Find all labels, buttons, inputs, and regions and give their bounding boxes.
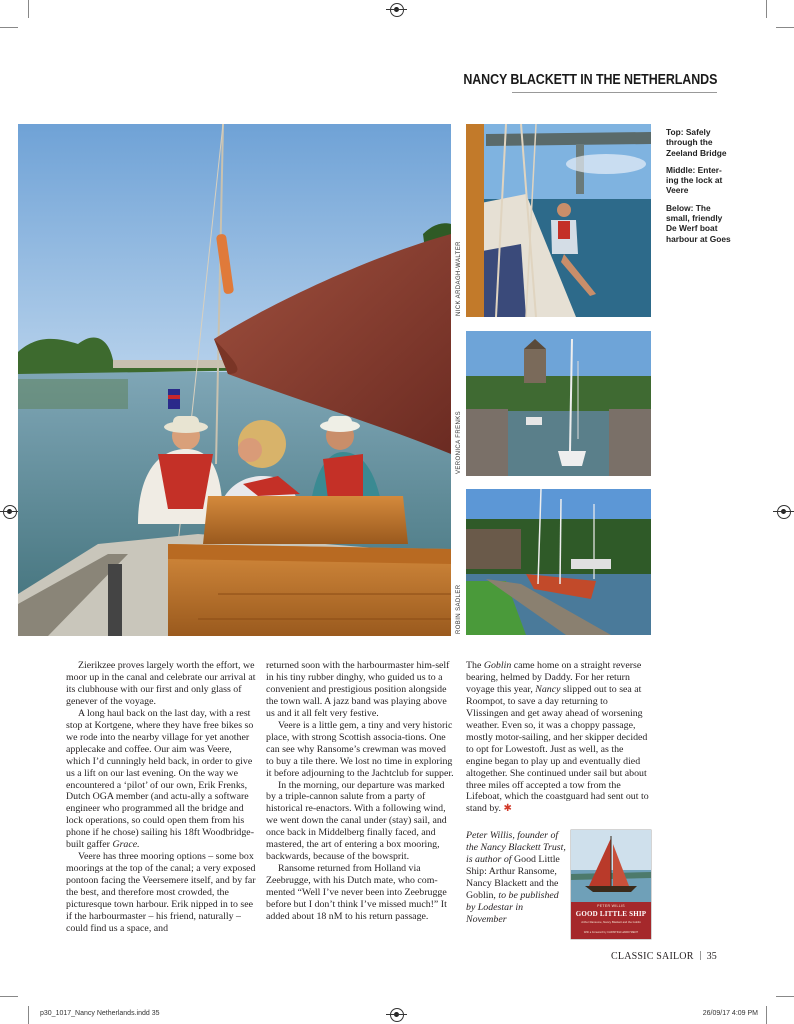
running-head: NANCY BLACKETT IN THE NETHERLANDS xyxy=(463,72,717,88)
paragraph: Veere is a little gem, a tiny and very historic place, with strong Scottish associa-tions. One can see why Ransome’s crewman was moved to buy a tile there. We lost no time in exploring it before adjourning to the Jachtclub for supper. xyxy=(266,719,454,779)
photo-top-zeeland-bridge xyxy=(466,124,651,317)
photo-bottom-illustration xyxy=(466,489,651,635)
book-foreword: With a Foreword by CHRISTINA HARDYMENT xyxy=(583,931,639,934)
boat-name: Grace. xyxy=(112,839,140,851)
photo-captions xyxy=(666,127,732,251)
book-cover xyxy=(571,830,651,939)
book-title: GOOD LITTLE SHIP xyxy=(575,910,647,918)
paragraph: The Goblin came home on a straight reverse bearing, helmed by Daddy. For her return voyage this year, Nancy slipped out to sea at Roompot, to save a day returning to Vlissingen and get away ahead of worsening weather. Even so, it was a choppy passage, mostly motor-sailing, and her skipper decided to opt for Lowestoft. Just as well, as the engine began to play up and eventually died altogether. She continued under sail but about three miles off accepted a tow from the Lifeboat, which the coastguard had sent out to stand by. ✱ xyxy=(466,660,649,815)
slug-date: 26/09/17 4:09 PM xyxy=(702,1010,758,1017)
photo-credit-bottom: ROBIN SADLER xyxy=(456,584,462,634)
book-author: PETER WILLIS xyxy=(597,904,625,908)
magazine-name: CLASSIC SAILOR xyxy=(611,951,694,962)
crop-mark xyxy=(766,1006,767,1024)
end-mark-icon: ✱ xyxy=(503,803,512,815)
crop-mark xyxy=(0,996,18,997)
boat-name: Nancy xyxy=(535,683,561,695)
main-photo-illustration xyxy=(18,124,451,636)
crop-mark xyxy=(776,996,794,997)
folio-divider xyxy=(700,951,701,960)
boat-name: Goblin xyxy=(483,660,512,671)
crop-mark xyxy=(766,0,767,18)
crop-mark xyxy=(776,27,794,28)
paragraph: returned soon with the harbourmaster him-self in his tiny rubber dinghy, who guided us to a convenient and prestigious position alongside the town wall. A jazz band was playing above us and it all felt very festive. xyxy=(266,660,450,719)
photo-credit-top: NICK ARDAGH-WALTER xyxy=(456,241,462,316)
slug-file: p30_1017_Nancy Netherlands.indd 35 xyxy=(40,1010,160,1017)
folio xyxy=(611,951,717,962)
paragraph: A long haul back on the last day, with a rest stop at Kortgene, where they have free bikes so we rode into the nearby village for yet another applecake and coffee. Our aim was Veere, which I’d cunningly held back, in order to give us a lift on our last evening. On the way we encountered a ‘pilot’ of our own, Erik Frenks, Dutch OGA member (and actu-ally a software engineer who programmed all the bridge and lock operations, so could open them from his phone if he chose) sailing his 18ft Woodbridge-built gaffer Grace. xyxy=(66,707,254,851)
photo-middle-illustration xyxy=(466,331,651,476)
caption-middle: Middle: Enter-ing the lock at Veere xyxy=(666,164,723,196)
body-column-2 xyxy=(266,660,456,923)
author-bio: Peter Willis, founder of the Nancy Blackett Trust, is author of Good Little Ship: Arthur Ransome, Nancy Blackett and the Goblin, to be published by Lodestar in November xyxy=(466,830,566,925)
registration-mark-icon xyxy=(3,505,17,519)
photo-middle-veere-lock xyxy=(466,331,651,476)
body-column-3 xyxy=(466,660,652,815)
paragraph: Zierikzee proves largely worth the effort, we moor up in the canal and celebrate our arrival at its clubhouse with our first and only glass of genever of the voyage. xyxy=(66,660,256,707)
registration-mark-icon xyxy=(390,1008,404,1022)
book-subtitle: Arthur Ransome, Nancy Blackett and the Goblin xyxy=(581,920,641,924)
paragraph: Ransome returned from Holland via Zeebrugge, with his Dutch mate, who com-mented “Well I’ve never been into Zeebrugge before but I don’t think I’ve missed much!” It added about 18 nM to his return passage. xyxy=(266,863,447,923)
registration-mark-icon xyxy=(777,505,791,519)
registration-mark-icon xyxy=(390,3,404,17)
body-column-1 xyxy=(66,660,256,935)
photo-top-illustration xyxy=(466,124,651,317)
caption-top: Top: Safely through the Zeeland Bridge xyxy=(666,127,727,158)
photo-credit-middle: VERONICA FRENKS xyxy=(456,410,462,474)
page-number: 35 xyxy=(706,951,717,962)
photo-bottom-de-werf-harbour xyxy=(466,489,651,635)
crop-mark xyxy=(28,0,29,18)
crop-mark xyxy=(28,1006,29,1024)
main-photo xyxy=(18,124,451,636)
paragraph: Veere has three mooring options – some box moorings at the top of the canal; a very exposed pontoon facing the Veersemere itself, and by far the best, and therefore most crowded, the picturesque town harbour. Erik nipped in to see if the harbourmaster – his friend, naturally – could find us a space, and xyxy=(66,851,256,934)
book-cover-illustration xyxy=(571,830,651,902)
head-rule xyxy=(512,92,717,93)
paragraph: In the morning, our departure was marked by a triple-cannon salute from a party of historical re-enactors. With a following wind, we went down the canal under (stay) sail, and once back in Middelberg finally faced, and mastered, the art of entering a box mooring, backwards, because of the bowsprit. xyxy=(266,779,447,863)
caption-bottom: Below: The small, friendly De Werf boat harbour at Goes xyxy=(666,202,731,244)
crop-mark xyxy=(0,27,18,28)
